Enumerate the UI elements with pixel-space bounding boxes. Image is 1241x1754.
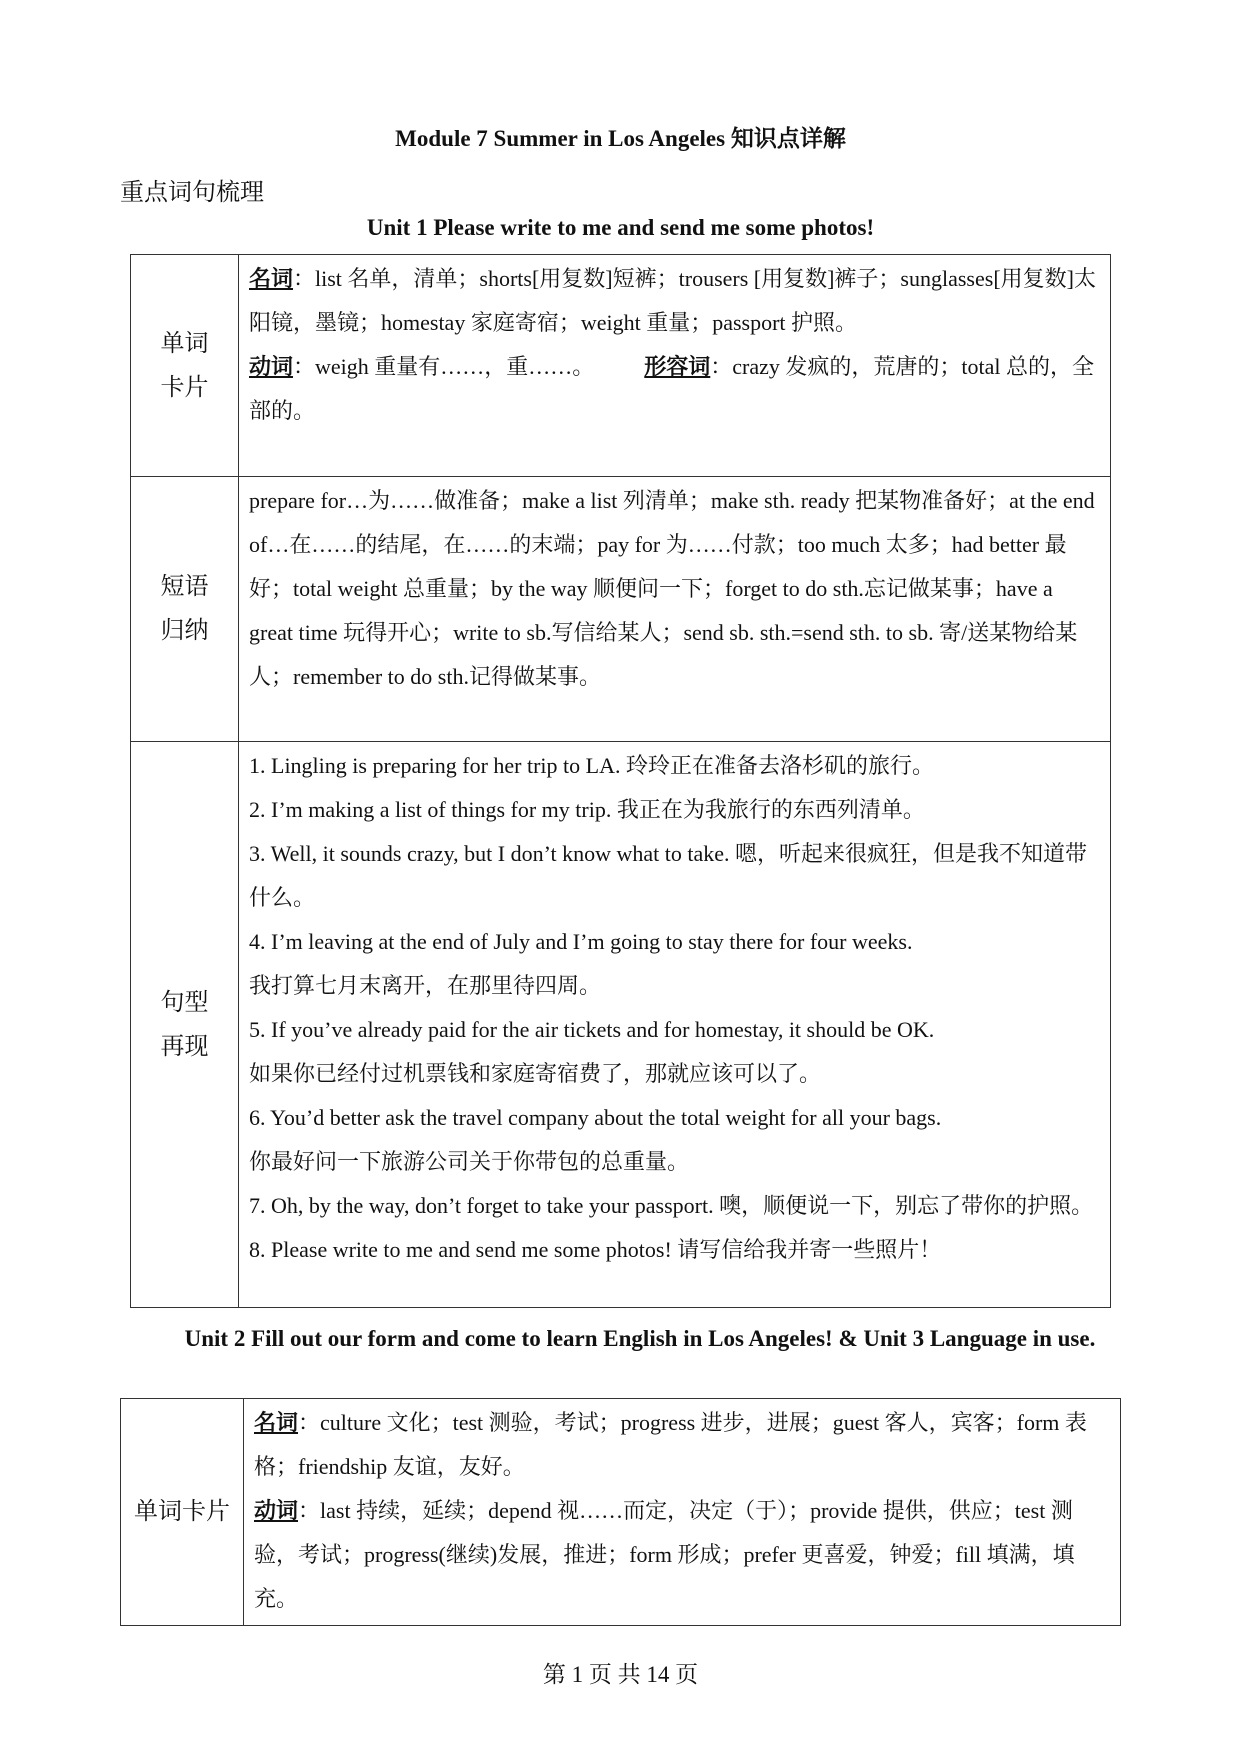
sentence-line: 如果你已经付过机票钱和家庭寄宿费了，那就应该可以了。: [249, 1061, 822, 1086]
table-row: [121, 1399, 1121, 1626]
document-title: Module 7 Summer in Los Angeles 知识点详解: [395, 126, 846, 151]
adjective-text: ：crazy 发疯的，荒唐的；total 总的，全部的。: [249, 354, 1095, 423]
verb-label: 动词: [249, 354, 294, 379]
sentence-line: 5. If you’ve already paid for the air tickets and for homestay, it should be OK.: [249, 1017, 935, 1042]
unit2-heading: Unit 2 Fill out our form and come to learn English in Los Angeles! & Unit 3 Language in use.: [184, 1326, 1096, 1351]
adjective-label: 形容词: [644, 354, 711, 379]
unit2-table: [120, 1398, 1121, 1626]
sentence-line: 2. I’m making a list of things for my trip. 我正在为我旅行的东西列清单。: [249, 797, 925, 822]
noun-text: ：list 名单，清单；shorts[用复数]短裤；trousers [用复数]裤子；sunglasses[用复数]太阳镜，墨镜；homestay 家庭寄宿；weight 重量；passport 护照。: [249, 266, 1096, 335]
section-heading: 重点词句梳理: [120, 180, 264, 206]
verb-text: ：weigh 重量有……，重……。: [293, 354, 595, 379]
sentence-line: 4. I’m leaving at the end of July and I’m going to stay there for four weeks.: [249, 929, 913, 954]
verb-label: 动词: [254, 1498, 299, 1523]
unit1-heading: Unit 1 Please write to me and send me some photos!: [366, 215, 875, 240]
table-row: [131, 742, 1111, 1308]
sentence-line: 7. Oh, by the way, don’t forget to take your passport. 噢，顺便说一下，别忘了带你的护照。: [249, 1193, 1094, 1218]
row-label-sentences: 句型再现: [131, 742, 239, 1308]
table-row: [131, 255, 1111, 477]
sentence-line: 1. Lingling is preparing for her trip to LA. 玲玲正在准备去洛杉矶的旅行。: [249, 753, 934, 778]
row-label-vocabulary: 单词卡片: [121, 1399, 244, 1626]
row-label-phrases: 短语归纳: [131, 477, 239, 742]
row-label-vocabulary: 单词卡片: [131, 255, 239, 477]
table-row: [131, 477, 1111, 742]
unit1-table: [130, 254, 1111, 1308]
noun-label: 名词: [254, 1410, 299, 1435]
page-footer: 第 1 页 共 14 页: [542, 1662, 699, 1687]
phrases-content: prepare for…为……做准备；make a list 列清单；make sth. ready 把某物准备好；at the end of…在……的结尾，在……的末端；pay for 为……付款；too much 太多；had better 最好；total weight 总重量；by the way 顺便问一下；forget to do sth.忘记做某事；have a great time 玩得开心；write to sb.写信给某人；send sb. sth.=send sth. to sb. 寄/送某物给某人；remember to do sth.记得做某事。: [239, 477, 1111, 742]
sentences-content: [239, 742, 1111, 1308]
sentence-line: 6. You’d better ask the travel company about the total weight for all your bags.: [249, 1105, 942, 1130]
sentence-line: 我打算七月末离开，在那里待四周。: [249, 973, 602, 998]
sentence-line: 3. Well, it sounds crazy, but I don’t know what to take. 嗯，听起来很疯狂，但是我不知道带什么。: [249, 841, 1088, 910]
verb-text: ：last 持续，延续；depend 视……而定，决定（于）；provide 提供，供应；test 测验，考试；progress(继续)发展，推进；form 形成；prefer 更喜爱，钟爱；fill 填满，填充。: [254, 1498, 1075, 1611]
vocabulary-content: [239, 255, 1111, 477]
vocabulary-content: [244, 1399, 1121, 1626]
sentence-line: 你最好问一下旅游公司关于你带包的总重量。: [249, 1149, 690, 1174]
sentence-line: 8. Please write to me and send me some photos! 请写信给我并寄一些照片！: [249, 1237, 942, 1262]
noun-label: 名词: [249, 266, 294, 291]
noun-text: ：culture 文化；test 测验，考试；progress 进步，进展；guest 客人，宾客；form 表格；friendship 友谊，友好。: [254, 1410, 1087, 1479]
